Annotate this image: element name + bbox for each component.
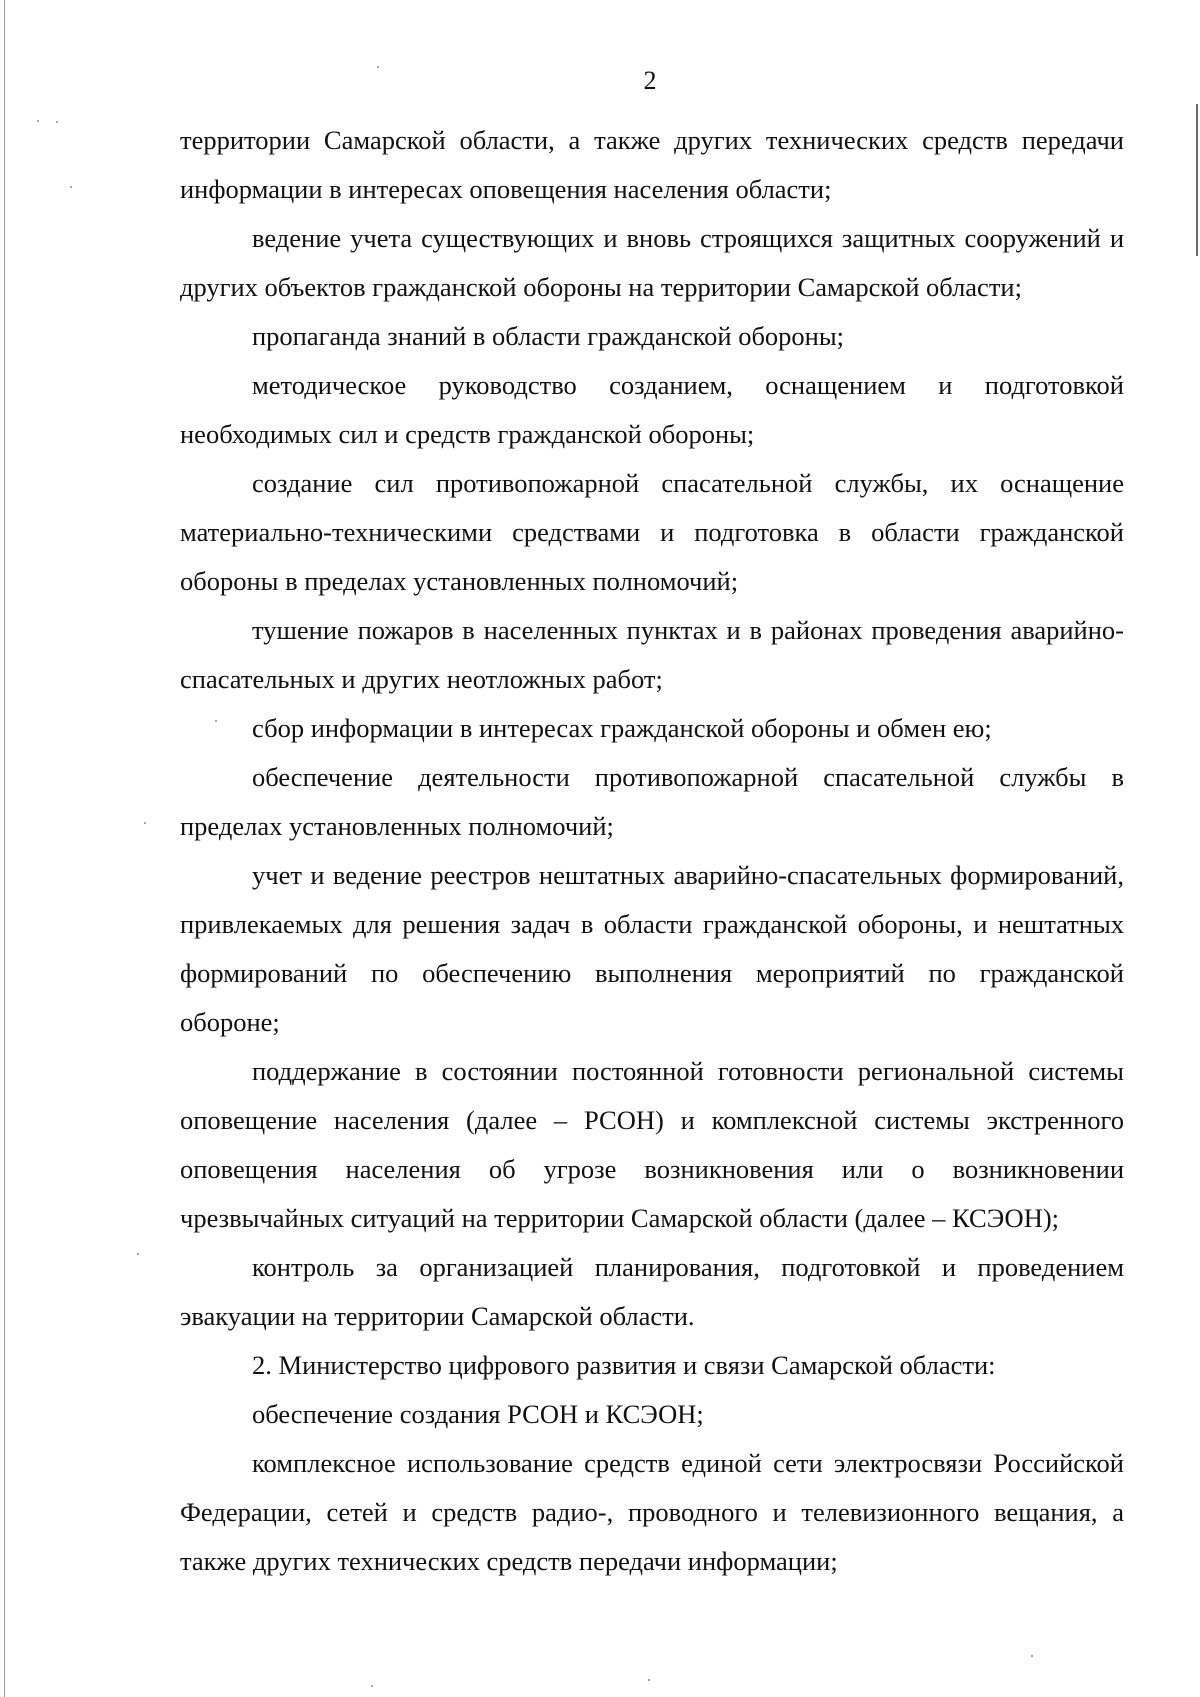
scan-speck — [37, 120, 39, 122]
paragraph: обеспечение деятельности противопожарной спасательной службы в пределах установленных полномочий; — [180, 762, 1124, 841]
scan-speck — [137, 1253, 139, 1255]
paragraph: контроль за организацией планирования, подготовкой и проведением эвакуации на территории Самарской области. — [180, 1252, 1124, 1331]
scan-speck — [648, 1679, 650, 1681]
scan-speck — [371, 1685, 373, 1687]
scan-speck — [70, 186, 72, 188]
page-number: 2 — [643, 66, 657, 95]
paragraph: обеспечение создания РСОН и КСЭОН; — [252, 1399, 704, 1429]
paragraph: комплексное использование средств единой сети электросвязи Российской Федерации, сетей и средств радио-, проводного и телевизионного вещания, а также других технических средств передачи информации; — [180, 1448, 1124, 1576]
scan-speck — [56, 121, 58, 123]
scan-edge-left — [4, 0, 5, 1697]
paragraph: методическое руководство созданием, оснащением и подготовкой необходимых сил и средств гражданской обороны; — [180, 370, 1124, 449]
scan-edge-right — [1196, 104, 1198, 256]
paragraph: поддержание в состоянии постоянной готовности региональной системы оповещение населения (далее – РСОН) и комплексной системы экстренного оповещения населения об угрозе возникновения или о возникновении чрезвычайных ситуаций на территории Самарской области (далее – КСЭОН); — [180, 1056, 1124, 1233]
paragraph: ведение учета существующих и вновь строящихся защитных сооружений и других объектов гражданской обороны на территории Самарской области; — [180, 223, 1124, 302]
paragraph: учет и ведение реестров нештатных аварийно-спасательных формирований, привлекаемых для решения задач в области гражданской обороны, и нештатных формирований по обеспечению выполнения мероприятий по гражданской обороне; — [180, 860, 1124, 1037]
paragraph: создание сил противопожарной спасательной службы, их оснащение материально-техническими средствами и подготовка в области гражданской обороны в пределах установленных полномочий; — [180, 468, 1124, 596]
document-body — [180, 116, 1124, 1586]
paragraph: 2. Министерство цифрового развития и связи Самарской области: — [252, 1350, 996, 1380]
paragraph: территории Самарской области, а также других технических средств передачи информации в интересах оповещения населения области; — [180, 125, 1124, 204]
scan-speck — [1031, 1655, 1033, 1657]
paragraph: тушение пожаров в населенных пунктах и в районах проведения аварийно-спасательных и других неотложных работ; — [180, 615, 1124, 694]
paragraph: пропаганда знаний в области гражданской обороны; — [252, 321, 845, 351]
paragraph: сбор информации в интересах гражданской обороны и обмен ею; — [252, 713, 992, 743]
scan-speck — [144, 822, 146, 824]
